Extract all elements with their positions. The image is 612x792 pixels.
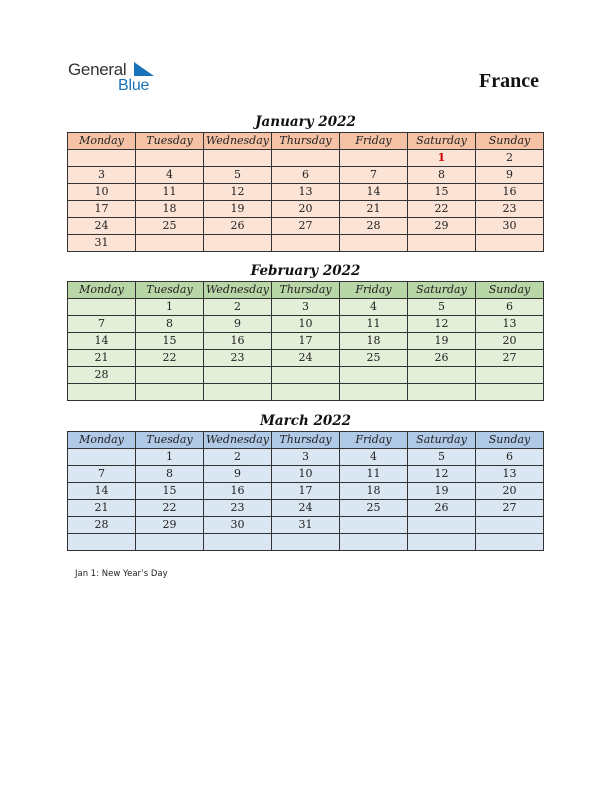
weekday-header: Wednesday (204, 133, 272, 150)
day-cell (272, 367, 340, 384)
holiday-notes: Jan 1: New Year’s Day (75, 569, 168, 579)
day-cell: 19 (408, 483, 476, 500)
weekday-header: Friday (340, 282, 408, 299)
week-row (68, 299, 544, 316)
day-cell: 10 (68, 184, 136, 201)
day-cell (272, 534, 340, 551)
day-cell: 1 (136, 299, 204, 316)
day-cell: 2 (204, 299, 272, 316)
day-cell (408, 367, 476, 384)
weekday-header: Thursday (272, 282, 340, 299)
day-cell: 18 (136, 201, 204, 218)
day-cell (340, 235, 408, 252)
day-cell (204, 235, 272, 252)
month-grid (67, 281, 544, 401)
week-row (68, 367, 544, 384)
week-row (68, 483, 544, 500)
day-cell (68, 384, 136, 401)
day-cell (340, 534, 408, 551)
month-grid (67, 132, 544, 252)
calendar-march (67, 411, 544, 551)
generalblue-logo (68, 60, 168, 100)
country-title: France (479, 70, 539, 92)
week-row (68, 350, 544, 367)
day-cell: 2 (476, 150, 544, 167)
weekday-header: Monday (68, 282, 136, 299)
month-title: February 2022 (250, 263, 361, 279)
week-row (68, 384, 544, 401)
day-cell: 25 (136, 218, 204, 235)
day-cell (340, 150, 408, 167)
day-cell: 29 (408, 218, 476, 235)
day-cell: 27 (272, 218, 340, 235)
day-cell: 18 (340, 483, 408, 500)
day-cell (136, 150, 204, 167)
day-cell: 29 (136, 517, 204, 534)
day-cell: 24 (272, 350, 340, 367)
day-cell: 5 (204, 167, 272, 184)
day-cell: 4 (340, 299, 408, 316)
day-cell: 12 (408, 466, 476, 483)
day-cell: 23 (476, 201, 544, 218)
day-cell (204, 534, 272, 551)
week-row (68, 316, 544, 333)
weekday-header: Sunday (476, 282, 544, 299)
day-cell: 22 (408, 201, 476, 218)
day-cell (136, 384, 204, 401)
day-cell: 5 (408, 299, 476, 316)
day-cell: 21 (68, 350, 136, 367)
weekday-header: Wednesday (204, 432, 272, 449)
day-cell: 9 (204, 466, 272, 483)
logo-blue-text: Blue (118, 77, 150, 94)
weekday-header: Saturday (408, 133, 476, 150)
day-cell (272, 384, 340, 401)
day-cell: 22 (136, 350, 204, 367)
day-cell (204, 367, 272, 384)
day-cell: 17 (68, 201, 136, 218)
day-cell: 20 (272, 201, 340, 218)
day-cell (204, 150, 272, 167)
day-cell: 3 (68, 167, 136, 184)
day-cell (408, 517, 476, 534)
day-cell: 9 (476, 167, 544, 184)
day-cell: 3 (272, 299, 340, 316)
day-cell (408, 235, 476, 252)
day-cell: 14 (68, 333, 136, 350)
day-cell: 16 (204, 483, 272, 500)
week-row (68, 333, 544, 350)
day-cell (136, 534, 204, 551)
day-cell: 4 (136, 167, 204, 184)
day-cell: 31 (68, 235, 136, 252)
day-cell (68, 299, 136, 316)
day-cell: 30 (476, 218, 544, 235)
week-row (68, 218, 544, 235)
day-cell: 15 (136, 333, 204, 350)
day-cell: 10 (272, 316, 340, 333)
week-row (68, 500, 544, 517)
day-cell (272, 235, 340, 252)
weekday-header: Saturday (408, 282, 476, 299)
day-cell: 16 (204, 333, 272, 350)
day-cell (272, 150, 340, 167)
day-cell (68, 150, 136, 167)
month-title: March 2022 (259, 413, 352, 429)
day-cell: 9 (204, 316, 272, 333)
logo-general-text: General (68, 60, 127, 79)
day-cell (476, 367, 544, 384)
weekday-header: Saturday (408, 432, 476, 449)
day-cell: 6 (476, 449, 544, 466)
weekday-header: Tuesday (136, 133, 204, 150)
day-cell: 8 (136, 316, 204, 333)
week-row (68, 466, 544, 483)
day-cell: 19 (408, 333, 476, 350)
day-cell: 12 (204, 184, 272, 201)
weekday-header: Thursday (272, 432, 340, 449)
day-cell: 13 (476, 316, 544, 333)
day-cell: 3 (272, 449, 340, 466)
day-cell: 24 (68, 218, 136, 235)
logo-triangle-icon (134, 62, 154, 76)
day-cell: 11 (340, 316, 408, 333)
day-cell: 5 (408, 449, 476, 466)
day-cell (136, 235, 204, 252)
day-cell: 24 (272, 500, 340, 517)
day-cell: 23 (204, 350, 272, 367)
day-cell: 6 (272, 167, 340, 184)
day-cell (136, 367, 204, 384)
day-cell: 13 (476, 466, 544, 483)
day-cell: 18 (340, 333, 408, 350)
weekday-header: Friday (340, 432, 408, 449)
day-cell (68, 534, 136, 551)
day-cell: 6 (476, 299, 544, 316)
weekday-header: Sunday (476, 432, 544, 449)
day-cell: 2 (204, 449, 272, 466)
week-row (68, 201, 544, 218)
day-cell: 17 (272, 333, 340, 350)
day-cell: 14 (340, 184, 408, 201)
calendar-january (67, 112, 544, 252)
day-cell: 14 (68, 483, 136, 500)
day-cell: 7 (340, 167, 408, 184)
day-cell: 28 (68, 367, 136, 384)
day-cell (340, 384, 408, 401)
weekday-header: Monday (68, 133, 136, 150)
day-cell: 25 (340, 350, 408, 367)
day-cell: 27 (476, 350, 544, 367)
weekday-header: Sunday (476, 133, 544, 150)
day-cell (476, 517, 544, 534)
day-cell (476, 384, 544, 401)
day-cell: 28 (68, 517, 136, 534)
week-row (68, 167, 544, 184)
week-row (68, 449, 544, 466)
day-cell (340, 367, 408, 384)
weekday-header: Wednesday (204, 282, 272, 299)
day-cell (408, 534, 476, 551)
day-cell: 21 (340, 201, 408, 218)
day-cell (204, 384, 272, 401)
day-cell: 26 (408, 500, 476, 517)
day-cell: 8 (136, 466, 204, 483)
day-cell: 15 (136, 483, 204, 500)
day-cell: 20 (476, 483, 544, 500)
day-cell: 17 (272, 483, 340, 500)
day-cell (476, 235, 544, 252)
day-cell: 22 (136, 500, 204, 517)
week-row (68, 150, 544, 167)
weekday-header: Tuesday (136, 282, 204, 299)
weekday-header: Friday (340, 133, 408, 150)
day-cell: 16 (476, 184, 544, 201)
day-cell (68, 449, 136, 466)
week-row (68, 517, 544, 534)
day-cell: 7 (68, 466, 136, 483)
week-row (68, 235, 544, 252)
day-cell: 25 (340, 500, 408, 517)
month-grid (67, 431, 544, 551)
month-title: January 2022 (255, 114, 356, 130)
day-cell: 1 (136, 449, 204, 466)
day-cell: 7 (68, 316, 136, 333)
day-cell: 19 (204, 201, 272, 218)
day-cell: 8 (408, 167, 476, 184)
day-cell: 1 (408, 150, 476, 167)
weekday-header: Monday (68, 432, 136, 449)
weekday-header: Tuesday (136, 432, 204, 449)
day-cell: 11 (136, 184, 204, 201)
day-cell: 13 (272, 184, 340, 201)
day-cell: 11 (340, 466, 408, 483)
day-cell: 10 (272, 466, 340, 483)
day-cell: 31 (272, 517, 340, 534)
day-cell (408, 384, 476, 401)
day-cell: 20 (476, 333, 544, 350)
day-cell: 26 (204, 218, 272, 235)
day-cell: 12 (408, 316, 476, 333)
day-cell (476, 534, 544, 551)
day-cell: 30 (204, 517, 272, 534)
day-cell: 15 (408, 184, 476, 201)
week-row (68, 534, 544, 551)
day-cell: 4 (340, 449, 408, 466)
day-cell: 26 (408, 350, 476, 367)
week-row (68, 184, 544, 201)
calendar-february (67, 261, 544, 401)
day-cell: 28 (340, 218, 408, 235)
day-cell: 23 (204, 500, 272, 517)
day-cell: 21 (68, 500, 136, 517)
day-cell (340, 517, 408, 534)
day-cell: 27 (476, 500, 544, 517)
weekday-header: Thursday (272, 133, 340, 150)
